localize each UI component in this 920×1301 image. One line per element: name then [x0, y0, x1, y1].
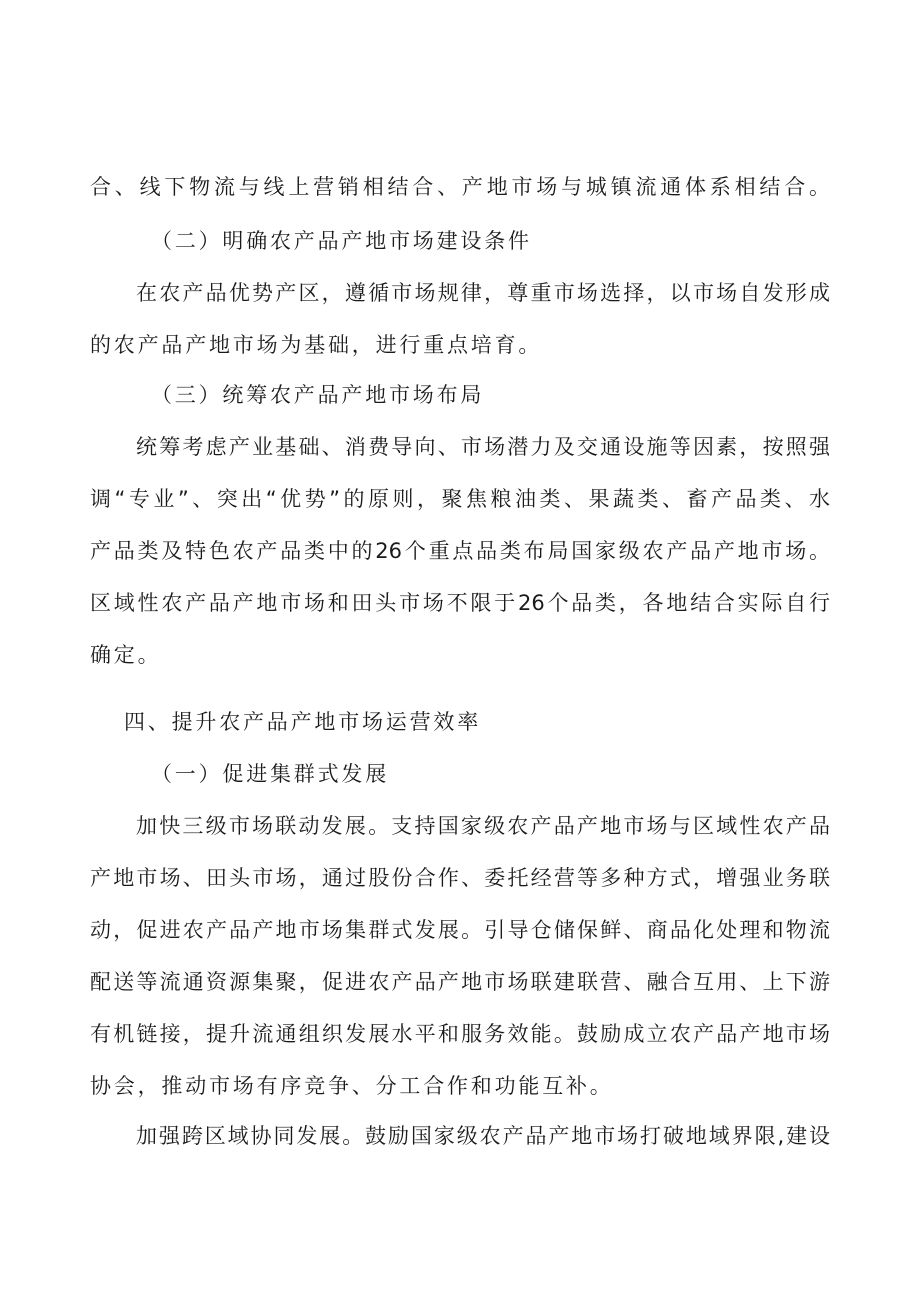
paragraph-line: 调“专业”、突出“优势”的原则，聚焦粮油类、果蔬类、畜产品类、水	[90, 487, 830, 511]
paragraph-line: 协会，推动市场有序竞争、分工合作和功能互补。	[90, 1074, 614, 1098]
paragraph-line: 统筹考虑产业基础、消费导向、市场潜力及交通设施等因素，按照强	[136, 435, 830, 459]
chapter-heading: 四、提升农产品产地市场运营效率	[124, 710, 481, 734]
paragraph-line: 有机链接，提升流通组织发展水平和服务效能。鼓励成立农产品产地市场	[90, 1022, 830, 1046]
paragraph-line: 配送等流通资源集聚，促进农产品产地市场联建联营、融合互用、上下游	[90, 970, 830, 994]
section-heading: （二）明确农产品产地市场建设条件	[151, 229, 532, 253]
paragraph-line: 合、线下物流与线上营销相结合、产地市场与城镇流通体系相结合。	[90, 175, 830, 199]
paragraph-line: 动，促进农产品产地市场集群式发展。引导仓储保鲜、商品化处理和物流	[90, 918, 830, 942]
paragraph-line: 加快三级市场联动发展。支持国家级农产品产地市场与区域性农产品	[136, 814, 830, 838]
section-heading: （三）统筹农产品产地市场布局	[151, 383, 485, 407]
paragraph-line: 在农产品优势产区，遵循市场规律，尊重市场选择，以市场自发形成	[136, 281, 830, 305]
paragraph-line: 区域性农产品产地市场和田头市场不限于26个品类，各地结合实际自行	[90, 591, 830, 615]
section-heading: （一）促进集群式发展	[151, 762, 389, 786]
paragraph-line: 产地市场、田头市场，通过股份合作、委托经营等多种方式，增强业务联	[90, 866, 830, 890]
paragraph-line: 加强跨区域协同发展。鼓励国家级农产品产地市场打破地域界限,建设	[136, 1124, 830, 1148]
paragraph-line: 确定。	[90, 643, 162, 667]
paragraph-line: 产品类及特色农产品类中的26个重点品类布局国家级农产品产地市场。	[90, 539, 830, 563]
paragraph-line: 的农产品产地市场为基础，进行重点培育。	[90, 333, 543, 357]
